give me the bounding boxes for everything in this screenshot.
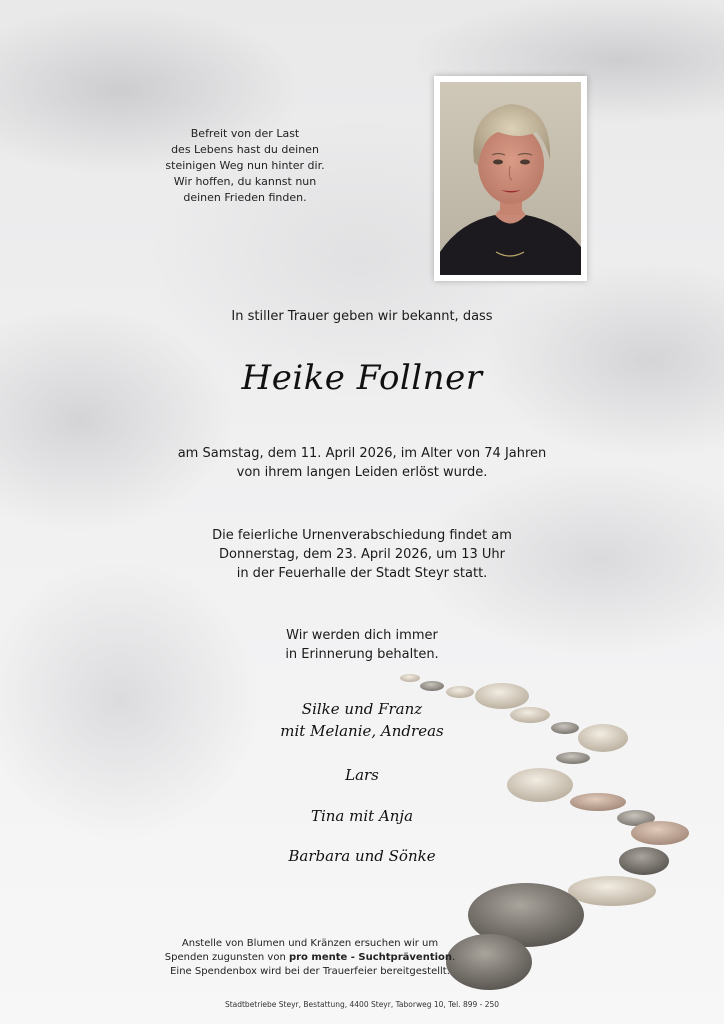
- donation-prefix: Spenden zugunsten von: [164, 952, 289, 963]
- family-line: mit Melanie, Andreas: [280, 722, 444, 740]
- remembrance-line: in Erinnerung behalten.: [285, 647, 439, 662]
- donation-line-1: Anstelle von Blumen und Kränzen ersuchen wir um: [181, 938, 439, 949]
- ceremony-line: in der Feuerhalle der Stadt Steyr statt.: [236, 566, 488, 581]
- quote-line: des Lebens hast du deinen: [171, 143, 319, 156]
- stone: [556, 752, 590, 764]
- portrait-illustration: [440, 82, 581, 275]
- stone: [400, 674, 420, 682]
- donation-recipient: pro mente - Suchtprävention: [288, 952, 453, 963]
- family-group-3: [0, 805, 724, 827]
- donation-suffix: .: [452, 952, 456, 963]
- deceased-name: Heike Follner: [241, 358, 483, 398]
- family-group-4: [0, 845, 724, 867]
- family-group-1: [0, 698, 724, 742]
- ceremony-line: Die feierliche Urnenverabschiedung findet am: [212, 528, 512, 543]
- portrait-photo: [434, 76, 587, 281]
- family-line: Lars: [345, 766, 379, 784]
- memorial-quote: [130, 126, 360, 206]
- quote-line: Wir hoffen, du kannst nun: [173, 175, 317, 188]
- donation-line-3: Eine Spendenbox wird bei der Trauerfeier bereitgestellt.: [170, 966, 450, 977]
- remembrance-text: [0, 626, 724, 664]
- death-notice-line: am Samstag, dem 11. April 2026, im Alter von 74 Jahren: [177, 446, 547, 461]
- remembrance-line: Wir werden dich immer: [286, 628, 438, 643]
- death-notice: [0, 444, 724, 482]
- family-line: Barbara und Sönke: [288, 847, 436, 865]
- quote-line: Befreit von der Last: [190, 127, 300, 140]
- ceremony-line: Donnerstag, dem 23. April 2026, um 13 Uhr: [219, 547, 505, 562]
- quote-line: deinen Frieden finden.: [183, 191, 307, 204]
- donation-line-2: [100, 951, 520, 965]
- ceremony-info: [0, 526, 724, 583]
- stone: [446, 686, 474, 698]
- donation-note: [100, 937, 520, 979]
- family-line: Tina mit Anja: [310, 807, 414, 825]
- stone: [568, 876, 656, 906]
- family-line: Silke und Franz: [301, 700, 423, 718]
- stone: [420, 681, 444, 691]
- quote-line: steinigen Weg nun hinter dir.: [165, 159, 325, 172]
- announcement-text: In stiller Trauer geben wir bekannt, dass: [231, 309, 493, 324]
- family-group-2: [0, 764, 724, 786]
- funeral-home-footer: Stadtbetriebe Steyr, Bestattung, 4400 Steyr, Taborweg 10, Tel. 899 - 250: [224, 1000, 500, 1009]
- death-notice-line: von ihrem langen Leiden erlöst wurde.: [236, 465, 488, 480]
